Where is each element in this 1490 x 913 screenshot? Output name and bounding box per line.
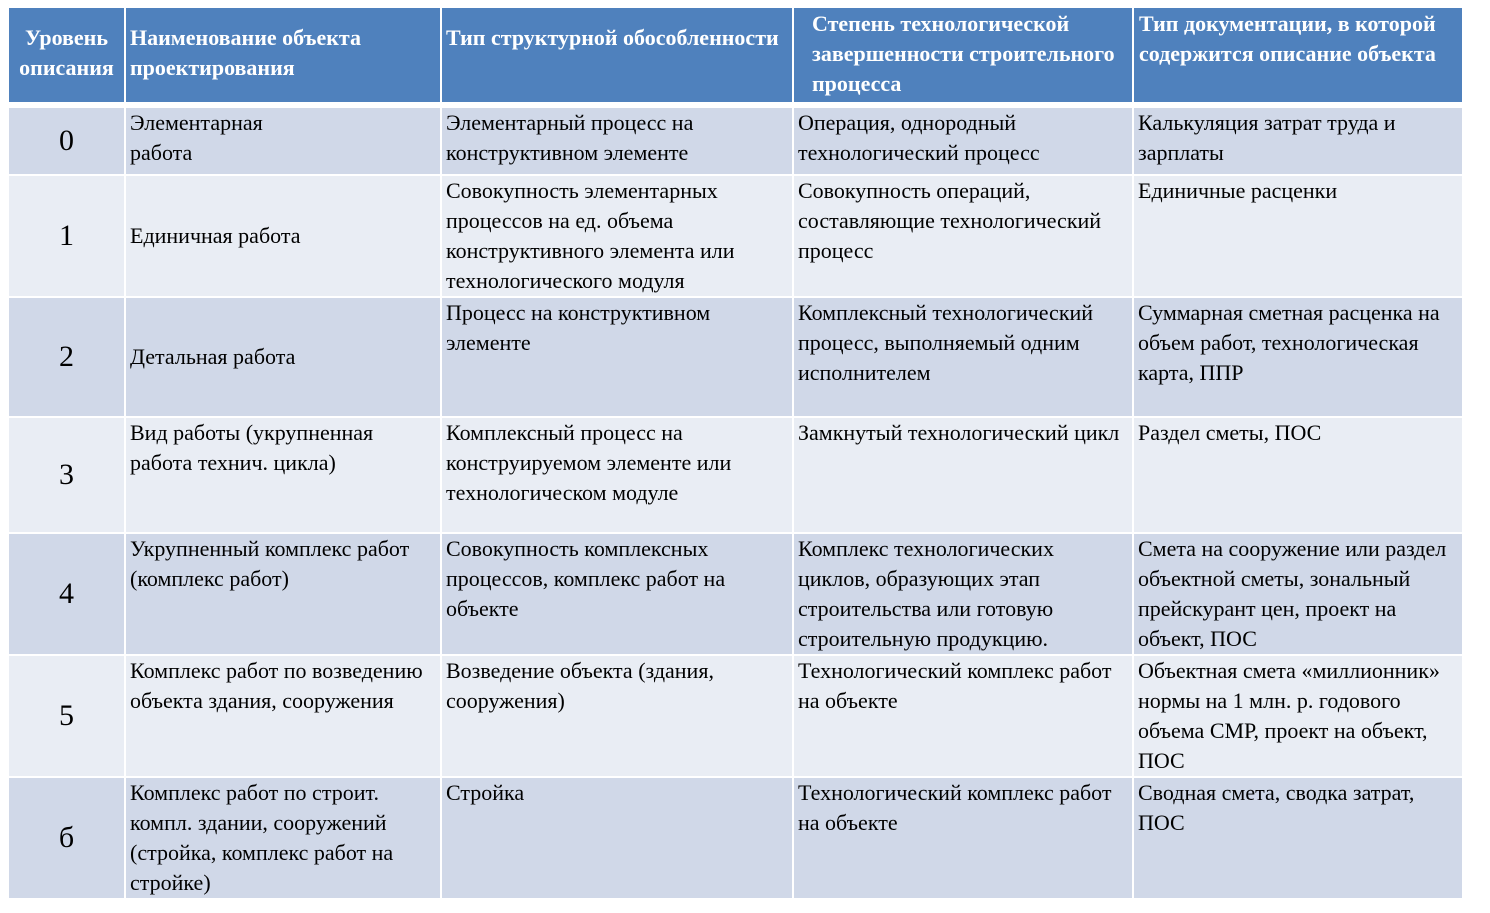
cell-completeness-text: Комплекс технологических циклов, образующих этап строительства или готовую строительную продукцию.	[798, 536, 1054, 651]
cell-name-text: Единичная работа	[130, 223, 301, 248]
cell-completeness	[794, 176, 1134, 298]
cell-structural-type	[442, 534, 794, 656]
cell-name-text: Комплекс работ по возведению объекта здания, сооружения	[130, 658, 423, 713]
cell-level-text: 1	[59, 219, 74, 252]
cell-completeness-text: Технологический комплекс работ на объекте	[798, 780, 1112, 835]
cell-structural-type-text: Стройка	[446, 780, 525, 805]
cell-documentation	[1134, 656, 1462, 778]
cell-documentation	[1134, 418, 1462, 534]
cell-structural-type-text: Комплексный процесс на конструируемом элементе или технологическом модуле	[446, 420, 732, 505]
cell-structural-type	[442, 176, 794, 298]
cell-documentation	[1134, 534, 1462, 656]
header-completeness-text: Степень технологической завершенности строительного процесса	[812, 11, 1115, 96]
cell-level	[9, 108, 126, 176]
cell-completeness	[794, 778, 1134, 900]
table-header	[9, 8, 1462, 108]
cell-completeness	[794, 418, 1134, 534]
cell-name	[126, 418, 442, 534]
cell-structural-type	[442, 656, 794, 778]
cell-structural-type-text: Совокупность комплексных процессов, комплекс работ на объекте	[446, 536, 726, 621]
cell-documentation	[1134, 176, 1462, 298]
header-completeness	[794, 8, 1134, 108]
cell-completeness-text: Совокупность операций, составляющие технологический процесс	[798, 178, 1102, 263]
cell-structural-type-text: Совокупность элементарных процессов на ед. объема конструктивного элемента или технологического модуля	[446, 178, 735, 293]
cell-completeness	[794, 298, 1134, 418]
cell-name	[126, 778, 442, 900]
cell-structural-type	[442, 298, 794, 418]
cell-name-text: Укрупненный комплекс работ (комплекс работ)	[130, 536, 410, 591]
cell-completeness-text: Комплексный технологический процесс, выполняемый одним исполнителем	[798, 300, 1094, 385]
cell-name-text: Комплекс работ по строит. компл. здании, сооружений (стройка, комплекс работ на стройке)	[130, 780, 394, 895]
table-row	[9, 418, 1462, 534]
cell-completeness-text: Технологический комплекс работ на объекте	[798, 658, 1112, 713]
cell-level	[9, 778, 126, 900]
cell-structural-type	[442, 778, 794, 900]
cell-level	[9, 418, 126, 534]
header-row	[9, 8, 1462, 108]
cell-level-text: 2	[59, 340, 74, 373]
cell-level	[9, 534, 126, 656]
cell-documentation	[1134, 108, 1462, 176]
cell-documentation-text: Суммарная сметная расценка на объем работ, технологическая карта, ППР	[1138, 300, 1440, 385]
cell-completeness-text: Замкнутый технологический цикл	[798, 420, 1120, 445]
cell-level-text: 5	[59, 699, 74, 732]
cell-structural-type	[442, 418, 794, 534]
header-structural-type-text: Тип структурной обособленности	[446, 25, 779, 50]
header-name-text: Наименование объекта проектирования	[130, 25, 361, 80]
cell-name-text: Элементарная работа	[130, 110, 263, 165]
header-documentation	[1134, 8, 1462, 108]
cell-documentation	[1134, 298, 1462, 418]
header-level-text: Уровень описания	[19, 25, 114, 80]
table-row	[9, 534, 1462, 656]
cell-documentation-text: Смета на сооружение или раздел объектной сметы, зональный прейскурант цен, проект на объект, ПОС	[1138, 536, 1447, 651]
cell-level-text: 4	[59, 577, 74, 610]
cell-name	[126, 298, 442, 418]
cell-name	[126, 534, 442, 656]
cell-documentation-text: Единичные расценки	[1138, 178, 1338, 203]
cell-completeness	[794, 656, 1134, 778]
cell-name	[126, 656, 442, 778]
cell-name	[126, 108, 442, 176]
cell-documentation-text: Раздел сметы, ПОС	[1138, 420, 1322, 445]
header-name	[126, 8, 442, 108]
table-row	[9, 176, 1462, 298]
header-level	[9, 8, 126, 108]
cell-name-text: Вид работы (укрупненная работа технич. цикла)	[130, 420, 374, 475]
cell-level	[9, 656, 126, 778]
cell-documentation-text: Калькуляция затрат труда и зарплаты	[1138, 110, 1396, 165]
cell-completeness	[794, 108, 1134, 176]
cell-name	[126, 176, 442, 298]
cell-completeness	[794, 534, 1134, 656]
table-row	[9, 108, 1462, 176]
table-body	[9, 108, 1462, 900]
cell-documentation-text: Объектная смета «миллионник» нормы на 1 млн. р. годового объема СМР, проект на объект, ПОС	[1138, 658, 1440, 773]
table-row	[9, 656, 1462, 778]
data-table	[9, 8, 1462, 900]
cell-level-text: 3	[59, 458, 74, 491]
header-documentation-text: Тип документации, в которой содержится описание объекта	[1139, 11, 1436, 66]
cell-documentation	[1134, 778, 1462, 900]
table-row	[9, 298, 1462, 418]
table-row	[9, 778, 1462, 900]
cell-structural-type-text: Возведение объекта (здания, сооружения)	[446, 658, 714, 713]
cell-level-text: б	[58, 821, 75, 854]
cell-level	[9, 176, 126, 298]
cell-name-text: Детальная работа	[130, 344, 296, 369]
header-structural-type	[442, 8, 794, 108]
cell-structural-type-text: Процесс на конструктивном элементе	[446, 300, 711, 355]
cell-structural-type	[442, 108, 794, 176]
cell-level	[9, 298, 126, 418]
cell-documentation-text: Сводная смета, сводка затрат, ПОС	[1138, 780, 1415, 835]
cell-structural-type-text: Элементарный процесс на конструктивном элементе	[446, 110, 694, 165]
cell-completeness-text: Операция, однородный технологический процесс	[798, 110, 1040, 165]
cell-level-text: 0	[59, 124, 74, 157]
